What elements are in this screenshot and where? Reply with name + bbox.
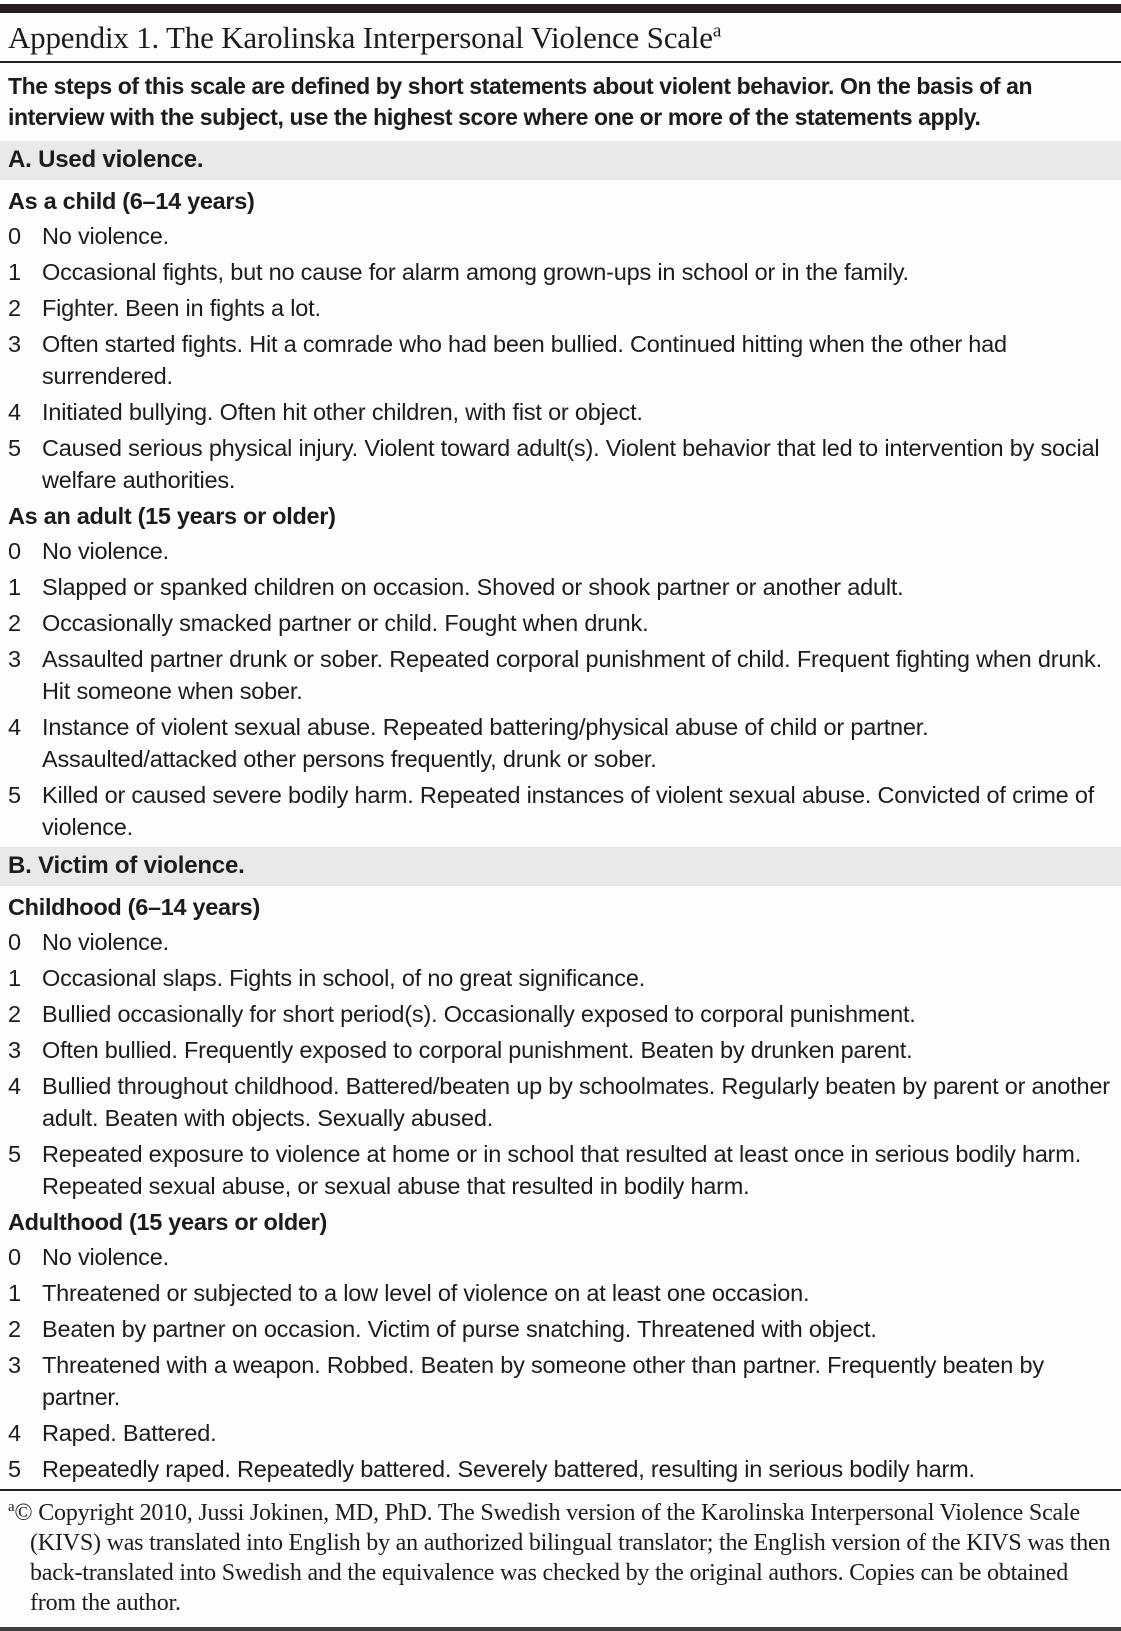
item-text: Bullied occasionally for short period(s). Occasionally exposed to corporal punishment. [42, 1001, 916, 1027]
item-list [0, 220, 1121, 496]
scale-item [0, 779, 1121, 843]
item-text: Often started fights. Hit a comrade who had been bullied. Continued hitting when the other had surrendered. [42, 331, 1007, 389]
item-text: Repeatedly raped. Repeatedly battered. Severely battered, resulting in serious bodily harm. [42, 1456, 975, 1482]
scale-item [0, 643, 1121, 707]
scale-item [0, 256, 1121, 288]
scale-item [0, 432, 1121, 496]
scale-item [0, 607, 1121, 639]
subsection [0, 1206, 1121, 1485]
subsection [0, 891, 1121, 1202]
scale-item [0, 711, 1121, 775]
item-score: 3 [8, 1037, 21, 1063]
item-list [0, 535, 1121, 843]
subsection-heading: Childhood (6–14 years) [8, 894, 260, 920]
scale-section [0, 141, 1121, 843]
item-score: 5 [8, 782, 21, 808]
item-list [0, 926, 1121, 1202]
item-text: Occasional slaps. Fights in school, of no great significance. [42, 965, 646, 991]
item-score: 5 [8, 1141, 21, 1167]
scale-item [0, 220, 1121, 252]
item-text: Killed or caused severe bodily harm. Repeated instances of violent sexual abuse. Convicted of crime of violence. [42, 782, 1095, 840]
scale-item [0, 1070, 1121, 1134]
item-text: No violence. [42, 929, 169, 955]
item-text: No violence. [42, 223, 169, 249]
appendix-title [0, 13, 1121, 61]
scale-item [0, 1313, 1121, 1345]
footnote-text: © Copyright 2010, Jussi Jokinen, MD, PhD. The Swedish version of the Karolinska Interpersonal Violence Scale (KIVS) was translated into English by an authorized bilingual translator; the English version of the KIVS was then back-translated into Swedish and the equivalence was checked by the original authors. Copies can be obtained from the author. [14, 1500, 1111, 1616]
item-score: 2 [8, 295, 21, 321]
section-header: B. Victim of violence. [0, 847, 1121, 886]
subsection [0, 185, 1121, 496]
scale-item [0, 1034, 1121, 1066]
scale-item [0, 571, 1121, 603]
item-score: 1 [8, 965, 21, 991]
scale-item [0, 1453, 1121, 1485]
item-text: Bullied throughout childhood. Battered/beaten up by schoolmates. Regularly beaten by parent or another adult. Beaten with objects. Sexually abused. [42, 1073, 1110, 1131]
scale-item [0, 1349, 1121, 1413]
scale-item [0, 328, 1121, 392]
scale-item [0, 1138, 1121, 1202]
scale-section [0, 847, 1121, 1485]
item-score: 0 [8, 538, 21, 564]
item-score: 0 [8, 929, 21, 955]
item-score: 5 [8, 435, 21, 461]
item-score: 3 [8, 331, 21, 357]
scale-item [0, 396, 1121, 428]
item-text: Slapped or spanked children on occasion. Shoved or shook partner or another adult. [42, 574, 904, 600]
top-rule [0, 4, 1121, 13]
section-header: A. Used violence. [0, 141, 1121, 180]
title-footnote-marker: a [712, 20, 722, 42]
item-score: 4 [8, 399, 21, 425]
item-score: 2 [8, 610, 21, 636]
bottom-rule [0, 1627, 1121, 1631]
item-score: 4 [8, 714, 21, 740]
scale-item [0, 1277, 1121, 1309]
item-text: Assaulted partner drunk or sober. Repeated corporal punishment of child. Frequent fighting when drunk. Hit someone when sober. [42, 646, 1102, 704]
section-subsections [0, 891, 1121, 1485]
scale-item [0, 1417, 1121, 1449]
subsection-heading: Adulthood (15 years or older) [8, 1209, 328, 1235]
item-score: 1 [8, 574, 21, 600]
item-text: No violence. [42, 538, 169, 564]
item-text: Fighter. Been in fights a lot. [42, 295, 321, 321]
scale-item [0, 926, 1121, 958]
footnote-marker: a [8, 1499, 15, 1515]
item-text: No violence. [42, 1244, 169, 1270]
scale-item [0, 962, 1121, 994]
item-text: Beaten by partner on occasion. Victim of purse snatching. Threatened with object. [42, 1316, 877, 1342]
appendix-title-text: Appendix 1. The Karolinska Interpersonal Violence Scale [8, 20, 713, 55]
item-score: 1 [8, 1280, 21, 1306]
item-text: Instance of violent sexual abuse. Repeated battering/physical abuse of child or partner. Assaulted/attacked other persons frequently, drunk or sober. [42, 714, 929, 772]
item-score: 0 [8, 223, 21, 249]
item-score: 2 [8, 1316, 21, 1342]
item-score: 3 [8, 646, 21, 672]
intro-text: The steps of this scale are defined by short statements about violent behavior. On the basis of an interview with the subject, use the highest score where one or more of the statements apply. [8, 73, 1033, 130]
item-score: 2 [8, 1001, 21, 1027]
subsection-heading: As a child (6–14 years) [8, 188, 255, 214]
item-score: 1 [8, 259, 21, 285]
scale-sections [0, 141, 1121, 1485]
section-subsections [0, 185, 1121, 843]
scale-item [0, 1241, 1121, 1273]
item-text: Initiated bullying. Often hit other children, with fist or object. [42, 399, 643, 425]
item-text: Often bullied. Frequently exposed to corporal punishment. Beaten by drunken parent. [42, 1037, 913, 1063]
item-score: 0 [8, 1244, 21, 1270]
item-text: Raped. Battered. [42, 1420, 217, 1446]
item-text: Threatened or subjected to a low level of violence on at least one occasion. [42, 1280, 810, 1306]
item-score: 4 [8, 1420, 21, 1446]
item-text: Repeated exposure to violence at home or in school that resulted at least once in serious bodily harm. Repeated sexual abuse, or sexual abuse that resulted in bodily harm. [42, 1141, 1082, 1199]
item-score: 3 [8, 1352, 21, 1378]
item-score: 4 [8, 1073, 21, 1099]
item-text: Threatened with a weapon. Robbed. Beaten by someone other than partner. Frequently beaten by partner. [42, 1352, 1044, 1410]
item-text: Occasional fights, but no cause for alarm among grown-ups in school or in the family. [42, 259, 909, 285]
scale-item [0, 535, 1121, 567]
item-text: Caused serious physical injury. Violent toward adult(s). Violent behavior that led to intervention by social welfare authorities. [42, 435, 1100, 493]
subsection [0, 500, 1121, 843]
scale-item [0, 998, 1121, 1030]
footnote [0, 1491, 1121, 1627]
item-list [0, 1241, 1121, 1485]
scale-item [0, 292, 1121, 324]
item-text: Occasionally smacked partner or child. Fought when drunk. [42, 610, 649, 636]
item-score: 5 [8, 1456, 21, 1482]
subsection-heading: As an adult (15 years or older) [8, 503, 336, 529]
